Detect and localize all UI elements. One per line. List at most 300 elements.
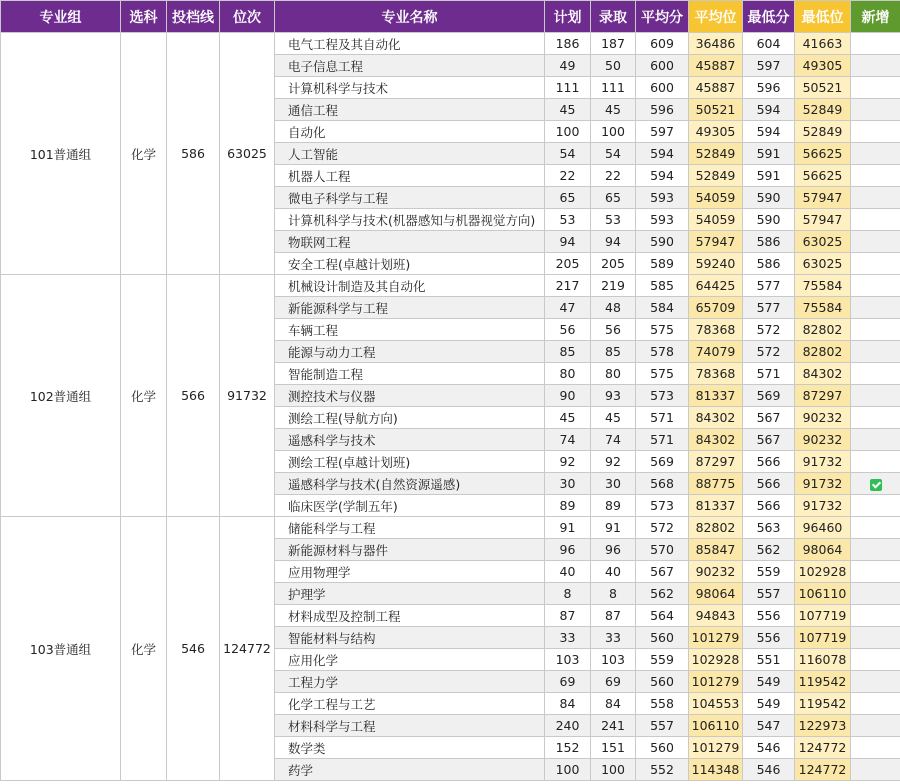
min-score-cell: 577 <box>743 275 795 297</box>
plan-cell: 240 <box>545 715 591 737</box>
avg-rank-cell: 54059 <box>689 209 743 231</box>
header-major: 专业名称 <box>275 1 545 33</box>
admit-cell: 151 <box>591 737 636 759</box>
plan-cell: 87 <box>545 605 591 627</box>
avg-rank-cell: 82802 <box>689 517 743 539</box>
avg-rank-cell: 94843 <box>689 605 743 627</box>
admit-cell: 65 <box>591 187 636 209</box>
min-rank-cell: 119542 <box>795 693 851 715</box>
min-rank-cell: 90232 <box>795 407 851 429</box>
avg-score-cell: 562 <box>636 583 689 605</box>
avg-score-cell: 570 <box>636 539 689 561</box>
min-rank-cell: 56625 <box>795 165 851 187</box>
new-flag-cell <box>851 55 900 77</box>
new-flag-cell <box>851 583 900 605</box>
min-rank-cell: 91732 <box>795 451 851 473</box>
min-rank-cell: 56625 <box>795 143 851 165</box>
major-cell: 遥感科学与技术 <box>275 429 545 451</box>
min-score-cell: 586 <box>743 231 795 253</box>
major-cell: 计算机科学与技术(机器感知与机器视觉方向) <box>275 209 545 231</box>
header-group: 专业组 <box>1 1 121 33</box>
table-row <box>1 517 900 539</box>
avg-score-cell: 564 <box>636 605 689 627</box>
admit-cell: 187 <box>591 33 636 55</box>
major-cell: 安全工程(卓越计划班) <box>275 253 545 275</box>
min-rank-cell: 91732 <box>795 473 851 495</box>
avg-score-cell: 560 <box>636 671 689 693</box>
min-score-cell: 551 <box>743 649 795 671</box>
admit-cell: 84 <box>591 693 636 715</box>
admit-cell: 53 <box>591 209 636 231</box>
avg-rank-cell: 45887 <box>689 77 743 99</box>
avg-score-cell: 568 <box>636 473 689 495</box>
major-cell: 物联网工程 <box>275 231 545 253</box>
avg-rank-cell: 98064 <box>689 583 743 605</box>
plan-cell: 74 <box>545 429 591 451</box>
min-score-cell: 571 <box>743 363 795 385</box>
admit-cell: 45 <box>591 99 636 121</box>
new-flag-cell <box>851 209 900 231</box>
min-rank-cell: 57947 <box>795 209 851 231</box>
checkmark-icon <box>870 479 882 491</box>
avg-rank-cell: 49305 <box>689 121 743 143</box>
new-flag-cell <box>851 495 900 517</box>
avg-score-cell: 597 <box>636 121 689 143</box>
major-cell: 应用化学 <box>275 649 545 671</box>
group-rank-cell: 63025 <box>220 33 275 275</box>
new-flag-cell <box>851 77 900 99</box>
avg-rank-cell: 59240 <box>689 253 743 275</box>
admit-cell: 74 <box>591 429 636 451</box>
plan-cell: 56 <box>545 319 591 341</box>
avg-rank-cell: 104553 <box>689 693 743 715</box>
min-score-cell: 569 <box>743 385 795 407</box>
header-avg-score: 平均分 <box>636 1 689 33</box>
new-flag-cell <box>851 759 900 781</box>
admit-cell: 103 <box>591 649 636 671</box>
avg-score-cell: 585 <box>636 275 689 297</box>
header-min-rank: 最低位 <box>795 1 851 33</box>
avg-score-cell: 573 <box>636 495 689 517</box>
avg-rank-cell: 101279 <box>689 627 743 649</box>
min-rank-cell: 107719 <box>795 605 851 627</box>
new-flag-cell <box>851 253 900 275</box>
major-cell: 能源与动力工程 <box>275 341 545 363</box>
major-cell: 临床医学(学制五年) <box>275 495 545 517</box>
plan-cell: 152 <box>545 737 591 759</box>
admit-cell: 50 <box>591 55 636 77</box>
admit-cell: 91 <box>591 517 636 539</box>
plan-cell: 94 <box>545 231 591 253</box>
admit-cell: 100 <box>591 759 636 781</box>
avg-rank-cell: 84302 <box>689 407 743 429</box>
header-line: 投档线 <box>167 1 220 33</box>
min-rank-cell: 82802 <box>795 319 851 341</box>
avg-score-cell: 609 <box>636 33 689 55</box>
avg-rank-cell: 106110 <box>689 715 743 737</box>
avg-rank-cell: 74079 <box>689 341 743 363</box>
group-line-cell: 546 <box>167 517 220 781</box>
plan-cell: 54 <box>545 143 591 165</box>
admit-cell: 33 <box>591 627 636 649</box>
group-name-cell: 102普通组 <box>1 275 121 517</box>
avg-score-cell: 567 <box>636 561 689 583</box>
avg-score-cell: 569 <box>636 451 689 473</box>
major-cell: 储能科学与工程 <box>275 517 545 539</box>
table-row <box>1 33 900 55</box>
min-score-cell: 547 <box>743 715 795 737</box>
plan-cell: 90 <box>545 385 591 407</box>
avg-score-cell: 584 <box>636 297 689 319</box>
plan-cell: 92 <box>545 451 591 473</box>
avg-rank-cell: 52849 <box>689 143 743 165</box>
plan-cell: 49 <box>545 55 591 77</box>
avg-rank-cell: 85847 <box>689 539 743 561</box>
new-flag-cell <box>851 473 900 495</box>
plan-cell: 40 <box>545 561 591 583</box>
admit-cell: 89 <box>591 495 636 517</box>
min-score-cell: 586 <box>743 253 795 275</box>
avg-score-cell: 559 <box>636 649 689 671</box>
plan-cell: 22 <box>545 165 591 187</box>
new-flag-cell <box>851 319 900 341</box>
avg-score-cell: 575 <box>636 363 689 385</box>
plan-cell: 100 <box>545 759 591 781</box>
plan-cell: 91 <box>545 517 591 539</box>
min-score-cell: 557 <box>743 583 795 605</box>
min-score-cell: 594 <box>743 121 795 143</box>
min-score-cell: 563 <box>743 517 795 539</box>
min-rank-cell: 84302 <box>795 363 851 385</box>
min-rank-cell: 63025 <box>795 253 851 275</box>
major-cell: 测绘工程(卓越计划班) <box>275 451 545 473</box>
header-new: 新增 <box>851 1 900 33</box>
major-cell: 通信工程 <box>275 99 545 121</box>
avg-score-cell: 558 <box>636 693 689 715</box>
min-score-cell: 566 <box>743 473 795 495</box>
avg-score-cell: 593 <box>636 187 689 209</box>
admit-cell: 80 <box>591 363 636 385</box>
new-flag-cell <box>851 341 900 363</box>
new-flag-cell <box>851 165 900 187</box>
new-flag-cell <box>851 649 900 671</box>
admit-cell: 100 <box>591 121 636 143</box>
min-score-cell: 546 <box>743 737 795 759</box>
admit-cell: 87 <box>591 605 636 627</box>
admit-cell: 219 <box>591 275 636 297</box>
min-rank-cell: 41663 <box>795 33 851 55</box>
plan-cell: 84 <box>545 693 591 715</box>
avg-rank-cell: 78368 <box>689 363 743 385</box>
min-score-cell: 566 <box>743 451 795 473</box>
min-rank-cell: 90232 <box>795 429 851 451</box>
avg-rank-cell: 81337 <box>689 495 743 517</box>
header-plan: 计划 <box>545 1 591 33</box>
avg-score-cell: 560 <box>636 737 689 759</box>
plan-cell: 47 <box>545 297 591 319</box>
avg-rank-cell: 84302 <box>689 429 743 451</box>
min-rank-cell: 96460 <box>795 517 851 539</box>
avg-score-cell: 578 <box>636 341 689 363</box>
avg-rank-cell: 57947 <box>689 231 743 253</box>
min-rank-cell: 49305 <box>795 55 851 77</box>
avg-rank-cell: 52849 <box>689 165 743 187</box>
min-rank-cell: 98064 <box>795 539 851 561</box>
avg-score-cell: 600 <box>636 77 689 99</box>
table-row <box>1 275 900 297</box>
min-score-cell: 596 <box>743 77 795 99</box>
new-flag-cell <box>851 33 900 55</box>
new-flag-cell <box>851 451 900 473</box>
new-flag-cell <box>851 297 900 319</box>
min-score-cell: 572 <box>743 319 795 341</box>
admit-cell: 8 <box>591 583 636 605</box>
major-cell: 数学类 <box>275 737 545 759</box>
avg-rank-cell: 101279 <box>689 737 743 759</box>
major-cell: 测绘工程(导航方向) <box>275 407 545 429</box>
group-subject-cell: 化学 <box>121 33 167 275</box>
new-flag-cell <box>851 385 900 407</box>
plan-cell: 111 <box>545 77 591 99</box>
plan-cell: 45 <box>545 99 591 121</box>
group-line-cell: 566 <box>167 275 220 517</box>
min-score-cell: 577 <box>743 297 795 319</box>
avg-rank-cell: 78368 <box>689 319 743 341</box>
avg-rank-cell: 64425 <box>689 275 743 297</box>
avg-score-cell: 589 <box>636 253 689 275</box>
min-rank-cell: 57947 <box>795 187 851 209</box>
plan-cell: 85 <box>545 341 591 363</box>
major-cell: 材料成型及控制工程 <box>275 605 545 627</box>
plan-cell: 205 <box>545 253 591 275</box>
avg-rank-cell: 87297 <box>689 451 743 473</box>
group-rank-cell: 91732 <box>220 275 275 517</box>
major-cell: 人工智能 <box>275 143 545 165</box>
major-cell: 智能制造工程 <box>275 363 545 385</box>
header-row <box>1 1 900 33</box>
major-cell: 微电子科学与工程 <box>275 187 545 209</box>
min-score-cell: 566 <box>743 495 795 517</box>
plan-cell: 30 <box>545 473 591 495</box>
major-cell: 工程力学 <box>275 671 545 693</box>
new-flag-cell <box>851 363 900 385</box>
min-score-cell: 591 <box>743 143 795 165</box>
admit-cell: 56 <box>591 319 636 341</box>
major-cell: 新能源材料与器件 <box>275 539 545 561</box>
plan-cell: 69 <box>545 671 591 693</box>
header-subject: 选科 <box>121 1 167 33</box>
min-rank-cell: 106110 <box>795 583 851 605</box>
major-cell: 机器人工程 <box>275 165 545 187</box>
plan-cell: 80 <box>545 363 591 385</box>
new-flag-cell <box>851 605 900 627</box>
group-rank-cell: 124772 <box>220 517 275 781</box>
admit-cell: 111 <box>591 77 636 99</box>
admit-cell: 93 <box>591 385 636 407</box>
plan-cell: 96 <box>545 539 591 561</box>
avg-score-cell: 552 <box>636 759 689 781</box>
min-rank-cell: 122973 <box>795 715 851 737</box>
min-score-cell: 590 <box>743 209 795 231</box>
admit-cell: 92 <box>591 451 636 473</box>
min-rank-cell: 91732 <box>795 495 851 517</box>
major-cell: 车辆工程 <box>275 319 545 341</box>
min-rank-cell: 50521 <box>795 77 851 99</box>
header-admit: 录取 <box>591 1 636 33</box>
avg-rank-cell: 102928 <box>689 649 743 671</box>
major-cell: 机械设计制造及其自动化 <box>275 275 545 297</box>
min-score-cell: 591 <box>743 165 795 187</box>
major-cell: 药学 <box>275 759 545 781</box>
min-rank-cell: 75584 <box>795 275 851 297</box>
avg-score-cell: 572 <box>636 517 689 539</box>
min-score-cell: 556 <box>743 627 795 649</box>
major-cell: 遥感科学与技术(自然资源遥感) <box>275 473 545 495</box>
min-rank-cell: 119542 <box>795 671 851 693</box>
major-cell: 应用物理学 <box>275 561 545 583</box>
major-cell: 材料科学与工程 <box>275 715 545 737</box>
major-cell: 护理学 <box>275 583 545 605</box>
header-min-score: 最低分 <box>743 1 795 33</box>
group-subject-cell: 化学 <box>121 275 167 517</box>
plan-cell: 100 <box>545 121 591 143</box>
plan-cell: 89 <box>545 495 591 517</box>
avg-rank-cell: 50521 <box>689 99 743 121</box>
new-flag-cell <box>851 429 900 451</box>
plan-cell: 8 <box>545 583 591 605</box>
min-score-cell: 590 <box>743 187 795 209</box>
major-cell: 测控技术与仪器 <box>275 385 545 407</box>
min-rank-cell: 124772 <box>795 759 851 781</box>
new-flag-cell <box>851 539 900 561</box>
new-flag-cell <box>851 561 900 583</box>
min-rank-cell: 124772 <box>795 737 851 759</box>
min-rank-cell: 52849 <box>795 121 851 143</box>
min-score-cell: 597 <box>743 55 795 77</box>
new-flag-cell <box>851 407 900 429</box>
avg-score-cell: 594 <box>636 143 689 165</box>
admit-cell: 45 <box>591 407 636 429</box>
group-name-cell: 101普通组 <box>1 33 121 275</box>
min-score-cell: 562 <box>743 539 795 561</box>
plan-cell: 45 <box>545 407 591 429</box>
min-rank-cell: 107719 <box>795 627 851 649</box>
admit-cell: 94 <box>591 231 636 253</box>
major-cell: 电气工程及其自动化 <box>275 33 545 55</box>
min-score-cell: 559 <box>743 561 795 583</box>
avg-score-cell: 594 <box>636 165 689 187</box>
admit-cell: 69 <box>591 671 636 693</box>
avg-rank-cell: 101279 <box>689 671 743 693</box>
min-score-cell: 549 <box>743 693 795 715</box>
plan-cell: 103 <box>545 649 591 671</box>
new-flag-cell <box>851 143 900 165</box>
new-flag-cell <box>851 671 900 693</box>
min-score-cell: 572 <box>743 341 795 363</box>
avg-score-cell: 590 <box>636 231 689 253</box>
major-cell: 电子信息工程 <box>275 55 545 77</box>
plan-cell: 53 <box>545 209 591 231</box>
avg-score-cell: 596 <box>636 99 689 121</box>
avg-score-cell: 571 <box>636 429 689 451</box>
admit-cell: 96 <box>591 539 636 561</box>
avg-rank-cell: 88775 <box>689 473 743 495</box>
avg-score-cell: 557 <box>636 715 689 737</box>
admit-cell: 30 <box>591 473 636 495</box>
avg-rank-cell: 36486 <box>689 33 743 55</box>
min-score-cell: 549 <box>743 671 795 693</box>
min-rank-cell: 82802 <box>795 341 851 363</box>
new-flag-cell <box>851 231 900 253</box>
avg-rank-cell: 114348 <box>689 759 743 781</box>
avg-rank-cell: 54059 <box>689 187 743 209</box>
admit-cell: 241 <box>591 715 636 737</box>
min-score-cell: 556 <box>743 605 795 627</box>
avg-score-cell: 593 <box>636 209 689 231</box>
new-flag-cell <box>851 693 900 715</box>
major-cell: 智能材料与结构 <box>275 627 545 649</box>
admit-cell: 40 <box>591 561 636 583</box>
avg-score-cell: 600 <box>636 55 689 77</box>
avg-score-cell: 571 <box>636 407 689 429</box>
new-flag-cell <box>851 737 900 759</box>
min-score-cell: 594 <box>743 99 795 121</box>
plan-cell: 186 <box>545 33 591 55</box>
admit-cell: 48 <box>591 297 636 319</box>
new-flag-cell <box>851 627 900 649</box>
admit-cell: 85 <box>591 341 636 363</box>
group-subject-cell: 化学 <box>121 517 167 781</box>
plan-cell: 217 <box>545 275 591 297</box>
new-flag-cell <box>851 99 900 121</box>
min-rank-cell: 102928 <box>795 561 851 583</box>
avg-score-cell: 573 <box>636 385 689 407</box>
major-cell: 化学工程与工艺 <box>275 693 545 715</box>
avg-rank-cell: 45887 <box>689 55 743 77</box>
min-score-cell: 546 <box>743 759 795 781</box>
min-rank-cell: 63025 <box>795 231 851 253</box>
group-name-cell: 103普通组 <box>1 517 121 781</box>
new-flag-cell <box>851 517 900 539</box>
min-rank-cell: 116078 <box>795 649 851 671</box>
group-line-cell: 586 <box>167 33 220 275</box>
min-score-cell: 604 <box>743 33 795 55</box>
new-flag-cell <box>851 715 900 737</box>
admit-cell: 22 <box>591 165 636 187</box>
new-flag-cell <box>851 187 900 209</box>
header-rank: 位次 <box>220 1 275 33</box>
new-flag-cell <box>851 275 900 297</box>
min-rank-cell: 75584 <box>795 297 851 319</box>
min-score-cell: 567 <box>743 407 795 429</box>
min-rank-cell: 52849 <box>795 99 851 121</box>
avg-rank-cell: 90232 <box>689 561 743 583</box>
avg-rank-cell: 65709 <box>689 297 743 319</box>
admit-cell: 205 <box>591 253 636 275</box>
major-cell: 自动化 <box>275 121 545 143</box>
avg-score-cell: 575 <box>636 319 689 341</box>
plan-cell: 65 <box>545 187 591 209</box>
avg-score-cell: 560 <box>636 627 689 649</box>
avg-rank-cell: 81337 <box>689 385 743 407</box>
admit-cell: 54 <box>591 143 636 165</box>
header-avg-rank: 平均位 <box>689 1 743 33</box>
new-flag-cell <box>851 121 900 143</box>
min-score-cell: 567 <box>743 429 795 451</box>
plan-cell: 33 <box>545 627 591 649</box>
min-rank-cell: 87297 <box>795 385 851 407</box>
major-cell: 计算机科学与技术 <box>275 77 545 99</box>
